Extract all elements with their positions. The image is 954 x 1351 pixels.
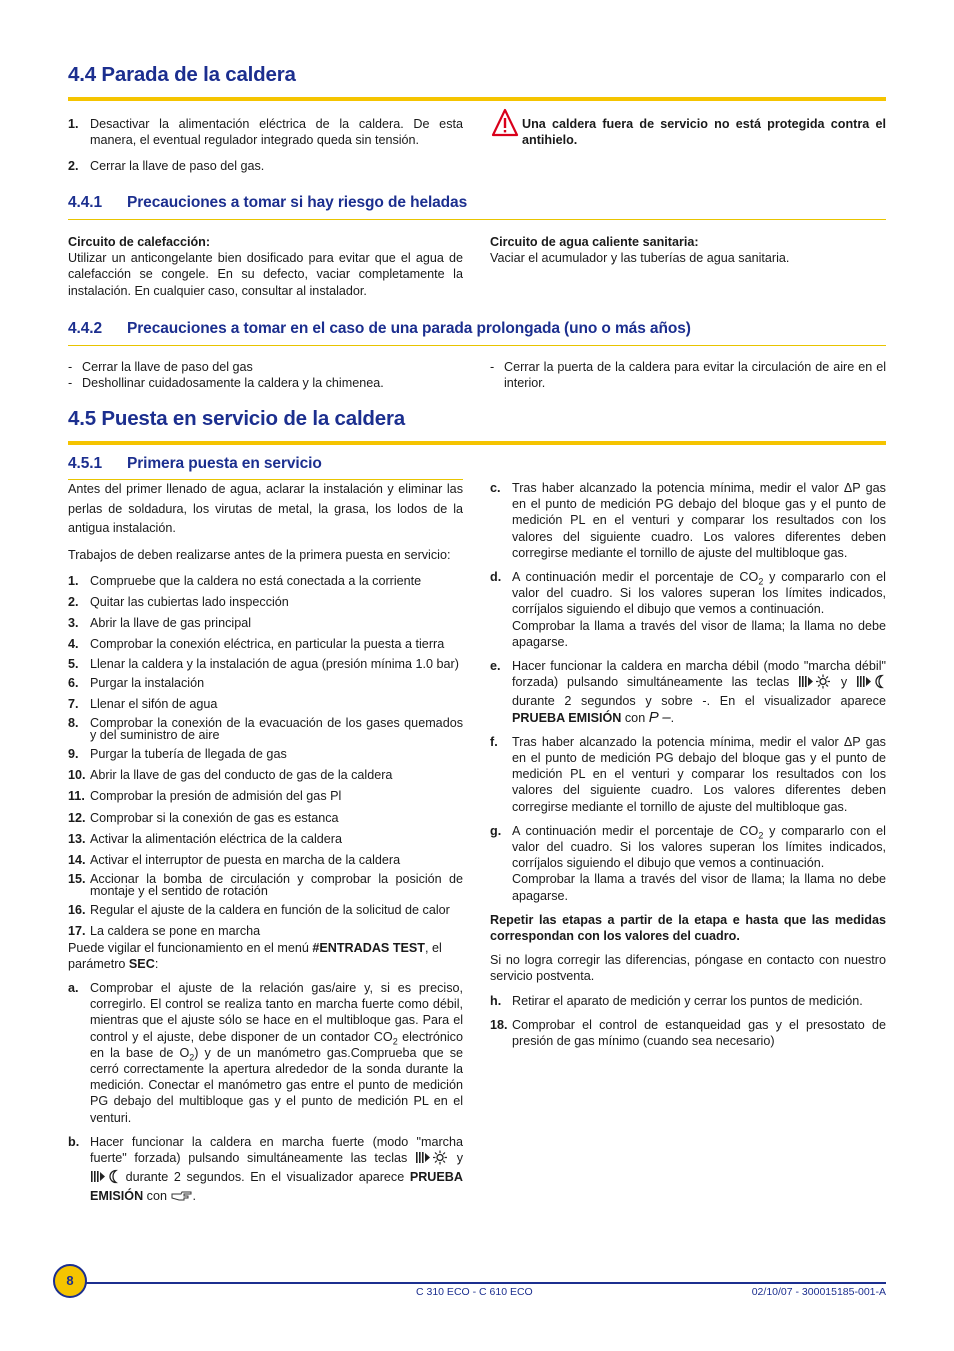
list-item: 13. Activar la alimentación eléctrica de la caldera [68, 831, 342, 846]
section-divider [68, 97, 886, 101]
commissioning-right-column [490, 480, 886, 1049]
footer-reference: 02/10/07 - 300015185-001-A [751, 1286, 886, 1298]
list-item: 6. Purgar la instalación [68, 675, 205, 690]
section-4-4-title: 4.4 Parada de la caldera [68, 63, 296, 86]
section-divider [68, 219, 886, 220]
section-4-5-1-title: Primera puesta en servicio [127, 455, 322, 472]
intro-paragraph-2: Trabajos de deben realizarse antes de la primera puesta en servicio: [68, 547, 451, 562]
warning-text: Una caldera fuera de servicio no está protegida contra el antihielo. [522, 117, 886, 148]
burner-sun-key-icon [798, 674, 832, 693]
list-item-g: g. A continuación medir el porcentaje de $CO_2$ y compararlo con el valor del cuadro. Si los valores superan los límites indicados, corríjalos siguiendo el dibujo que vemos a continuación. Comprobar la llama a través del visor de llama; la llama no debe apagarse. [490, 823, 886, 903]
hand-pointer-icon [171, 1190, 193, 1207]
burner-sun-key-icon [415, 1150, 449, 1169]
list-item: 2. Cerrar la llave de paso del gas. [68, 159, 265, 174]
dhw-circuit-text: Vaciar el acumulador y las tuberías de agua sanitaria. [490, 251, 790, 266]
list-item: 12. Comprobar si la conexión de gas es estanca [68, 810, 339, 825]
heating-circuit-heading: Circuito de calefacción: [68, 235, 211, 249]
list-item: 11. Comprobar la presión de admisión del gas Pl [68, 789, 342, 804]
burner-moon-key-icon [90, 1169, 120, 1188]
list-item-h: h. Retirar el aparato de medición y cerrar los puntos de medición. [490, 993, 863, 1008]
section-divider [68, 441, 886, 445]
heating-circuit-block [68, 234, 463, 299]
list-item: 9. Purgar la tubería de llegada de gas [68, 746, 287, 761]
list-item: - Cerrar la puerta de la caldera para evitar la circulación de aire en el interior. [490, 360, 886, 391]
list-item: 8. Comprobar la conexión de la evacuación de los gases quemados y del suministro de aire [68, 715, 463, 742]
list-item: 2. Quitar las cubiertas lado inspección [68, 594, 289, 609]
dhw-circuit-block [490, 234, 886, 266]
list-item-f: f. Tras haber alcanzado la potencia mínima, medir el valor ΔP gas en el punto de medición PG debajo del bloque gas y el punto de medición PL en el venturi y comparar los resultados con los valores del siguiente cuadro. Los valores diferentes deben corregirse mediante el tornillo de ajuste del multibloque gas. [490, 734, 886, 814]
footer-model: C 310 ECO - C 610 ECO [416, 1286, 533, 1298]
section-4-4-2-number: 4.4.2 [68, 320, 102, 337]
section-4-5-title: 4.5 Puesta en servicio de la caldera [68, 407, 405, 430]
dhw-circuit-heading: Circuito de agua caliente sanitaria: [490, 235, 699, 249]
list-item: - Cerrar la llave de paso del gas [68, 360, 253, 374]
burner-moon-key-icon [856, 674, 886, 693]
list-item: 7. Llenar el sifón de agua [68, 696, 218, 711]
long-stop-list-right [490, 359, 886, 391]
list-item: 1. Desactivar la alimentación eléctrica de la caldera. De esta manera, el eventual regulador integrado queda sin tensión. [68, 117, 463, 148]
list-item: 10. Abrir la llave de gas del conducto de gas de la caldera [68, 768, 393, 783]
list-item-d: d. A continuación medir el porcentaje de $CO_2$ y compararlo con el valor del cuadro. Si los valores superan los límites indicados, corríjalos siguiendo el dibujo que vemos a continuación. Comprobar la llama a través del visor de llama; la llama no debe apagarse. [490, 570, 886, 649]
section-4-5-1-number: 4.5.1 [68, 455, 102, 472]
menu-note: Puede vigilar el funcionamiento en el menú #ENTRADAS TEST, el parámetro SEC: [68, 940, 442, 971]
repeat-note: Repetir las etapas a partir de la etapa e hasta que las medidas correspondan con los valores del cuadro. [490, 912, 886, 944]
list-item: 5. Llenar la caldera y la instalación de agua (presión mínima 1.0 bar) [68, 656, 459, 671]
warning-triangle-icon [491, 108, 519, 142]
display-p-minus-glyph: P – [648, 708, 671, 726]
list-item: 15. Accionar la bomba de circulación y comprobar la posición de montaje y el sentido de rotación [68, 872, 463, 899]
section-4-4-1-number: 4.4.1 [68, 194, 102, 211]
list-item: 1. Compruebe que la caldera no está conectada a la corriente [68, 573, 422, 588]
intro-paragraph: Antes del primer llenado de agua, aclarar la instalación y eliminar las perlas de soldadura, los virutas de metal, la grasa, los lodos de la antigua instalación. [68, 482, 463, 535]
list-item: 14. Activar el interruptor de puesta en marcha de la caldera [68, 852, 401, 867]
list-item: - Deshollinar cuidadosamente la caldera y la chimenea. [68, 376, 384, 391]
list-item-a: a. Comprobar el ajuste de la relación gas/aire y, si es preciso, corregirlo. El control se realiza tanto en marcha fuerte como débil, mientras que el ajuste sólo se hace en el multibloque gas. Para el control y el ajuste, debe disponer de un contador $CO_2$ electrónico en la base de $O_2$) y de un manómetro gas.Comprueba que se cerró correctamente la apertura alrededor de la sonda durante la medición. Conectar el manómetro gas entre el punto de medición PG debajo del multibloque gas y el punto de medición PL en el venturi. [68, 980, 463, 1125]
long-stop-list-left [68, 359, 463, 391]
list-item-e: e. Hacer funcionar la caldera en marcha débil (modo "marcha débil" forzada) pulsando simultáneamente las teclas y durante 2 segundos y sobre -. En el visualizador aparece PRUEBA EMISIÓN con P –. [490, 659, 886, 726]
commissioning-steps [68, 573, 463, 940]
section-divider [68, 345, 886, 346]
list-item-c: c. Tras haber alcanzado la potencia mínima, medir el valor ΔP gas en el punto de medición PG debajo del bloque gas y el punto de medición PL en el venturi y comparar los resultados con los valores del siguiente cuadro. Los valores diferentes deben corregirse mediante el tornillo de ajuste del multibloque gas. [490, 481, 886, 560]
list-item: 4. Comprobar la conexión eléctrica, en particular la puesta a tierra [68, 637, 445, 652]
list-item: 16. Regular el ajuste de la caldera en función de la solicitud de calor [68, 903, 450, 918]
heating-circuit-text: Utilizar un anticongelante bien dosificado para evitar que el agua de calefacción se congele. En su defecto, vaciar completamente la instalación. En cualquier caso, consultar al instalador. [68, 251, 463, 298]
section-4-4-1-title: Precauciones a tomar si hay riesgo de heladas [127, 194, 468, 211]
list-item-18: 18. Comprobar el control de estanqueidad gas y el presostato de presión de gas mínimo (cuando sea necesario) [490, 1017, 886, 1049]
section-4-4-2-title: Precauciones a tomar en el caso de una parada prolongada (uno o más años) [127, 320, 691, 337]
list-item: 17. La caldera se pone en marcha [68, 924, 261, 939]
list-item: 3. Abrir la llave de gas principal [68, 616, 252, 631]
list-item-b: b. Hacer funcionar la caldera en marcha fuerte (modo "marcha fuerte" forzada) pulsando simultáneamente las teclas y durante 2 segundos. En el visualizador aparece PRUEBA EMISIÓN con . [68, 1134, 463, 1208]
commissioning-left-column [68, 480, 463, 1208]
section-4-4-steps [68, 116, 463, 175]
contact-note: Si no logra corregir las diferencias, póngase en contacto con nuestro servicio postventa. [490, 953, 886, 984]
page-number: 8 [53, 1264, 87, 1298]
